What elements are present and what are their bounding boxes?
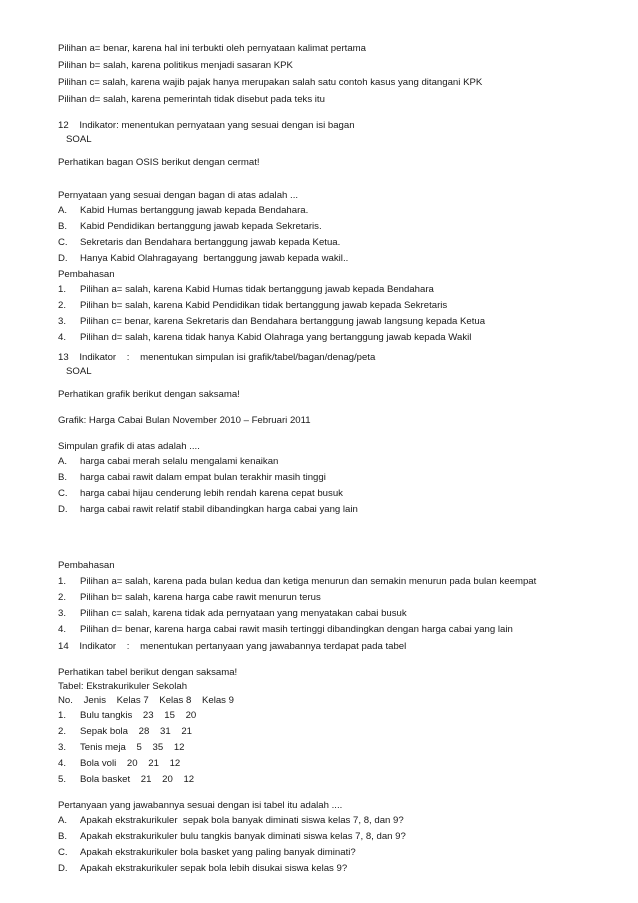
item-key: 1. — [58, 576, 67, 587]
option-text: harga cabai rawit relatif stabil dibandingkan harga cabai yang lain — [80, 504, 358, 515]
option-key: A. — [58, 456, 68, 467]
q12-pembahasan-1 — [58, 284, 434, 296]
item-text: Pilihan c= salah, karena tidak ada pernyataan yang menyatakan cabai busuk — [80, 608, 407, 619]
option-text: Apakah ekstrakurikuler bola basket yang paling banyak diminati? — [80, 847, 356, 858]
item-key: 4. — [58, 332, 67, 343]
q12-pembahasan-3 — [58, 316, 485, 328]
intro-choice-b: Pilihan b= salah, karena politikus menjadi sasaran KPK — [58, 60, 293, 71]
intro-choice-d: Pilihan d= salah, karena pemerintah tidak disebut pada teks itu — [58, 94, 325, 105]
option-text: Sekretaris dan Bendahara bertanggung jawab kepada Ketua. — [80, 237, 341, 248]
row-text: Tenis meja 5 35 12 — [80, 742, 185, 753]
q12-instruction: Perhatikan bagan OSIS berikut dengan cermat! — [58, 157, 260, 168]
table-row — [58, 726, 192, 738]
row-no: 2. — [58, 726, 67, 737]
option-key: A. — [58, 205, 68, 216]
item-key: 2. — [58, 592, 67, 603]
q14-indicator: 14 Indikator : menentukan pertanyaan yang jawabannya terdapat pada tabel — [58, 641, 407, 652]
q12-pembahasan-4 — [58, 332, 471, 344]
intro-choice-c: Pilihan c= salah, karena wajib pajak hanya merupakan salah satu contoh kasus yang ditangani KPK — [58, 77, 483, 88]
table-row — [58, 742, 185, 754]
q13-option-d — [58, 504, 358, 516]
q13-pembahasan-4 — [58, 624, 513, 636]
q13-pembahasan-2 — [58, 592, 321, 604]
option-text: Kabid Humas bertanggung jawab kepada Bendahara. — [80, 205, 309, 216]
q13-option-b — [58, 472, 326, 484]
row-no: 3. — [58, 742, 67, 753]
q12-pembahasan-2 — [58, 300, 447, 312]
option-key: C. — [58, 488, 68, 499]
item-key: 4. — [58, 624, 67, 635]
option-key: D. — [58, 253, 68, 264]
q13-question: Simpulan grafik di atas adalah .... — [58, 441, 200, 452]
table-row — [58, 758, 180, 770]
q13-instruction: Perhatikan grafik berikut dengan saksama! — [58, 389, 240, 400]
row-text: Bulu tangkis 23 15 20 — [80, 710, 197, 721]
q13-indicator: 13 Indikator : menentukan simpulan isi grafik/tabel/bagan/denag/peta — [58, 352, 376, 363]
option-key: B. — [58, 472, 68, 483]
row-no: 1. — [58, 710, 67, 721]
row-text: Sepak bola 28 31 21 — [80, 726, 193, 737]
option-text: harga cabai hijau cenderung lebih rendah karena cepat busuk — [80, 488, 343, 499]
option-key: B. — [58, 221, 68, 232]
q12-pembahasan-title: Pembahasan — [58, 269, 115, 280]
q12-option-c — [58, 237, 340, 249]
row-no: 5. — [58, 774, 67, 785]
item-text: Pilihan a= salah, karena pada bulan kedua dan ketiga menurun dan semakin menurun pada bulan keempat — [80, 576, 537, 587]
q13-option-a — [58, 456, 278, 468]
q14-table-title: Tabel: Ekstrakurikuler Sekolah — [58, 681, 188, 692]
q13-soal: SOAL — [58, 366, 92, 377]
item-key: 2. — [58, 300, 67, 311]
option-text: harga cabai merah selalu mengalami kenaikan — [80, 456, 279, 467]
item-key: 3. — [58, 316, 67, 327]
option-key: D. — [58, 863, 68, 874]
option-text: Apakah ekstrakurikuler sepak bola banyak diminati siswa kelas 7, 8, dan 9? — [80, 815, 404, 826]
table-row — [58, 710, 196, 722]
intro-choice-a: Pilihan a= benar, karena hal ini terbukti oleh pernyataan kalimat pertama — [58, 43, 366, 54]
option-key: C. — [58, 237, 68, 248]
q13-pembahasan-1 — [58, 576, 536, 588]
item-text: Pilihan c= benar, karena Sekretaris dan Bendahara bertanggung jawab langsung kepada Ketua — [80, 316, 486, 327]
option-key: B. — [58, 831, 68, 842]
option-text: Hanya Kabid Olahragayang bertanggung jawab kepada wakil.. — [80, 253, 349, 264]
row-no: 4. — [58, 758, 67, 769]
item-text: Pilihan d= salah, karena tidak hanya Kabid Olahraga yang bertanggung jawab kepada Wakil — [80, 332, 472, 343]
table-row — [58, 774, 194, 786]
q12-option-b — [58, 221, 322, 233]
item-key: 1. — [58, 284, 67, 295]
q14-option-d — [58, 863, 347, 875]
option-key: A. — [58, 815, 68, 826]
option-text: Apakah ekstrakurikuler bulu tangkis banyak diminati siswa kelas 7, 8, dan 9? — [80, 831, 406, 842]
q12-indicator: 12 Indikator: menentukan pernyataan yang sesuai dengan isi bagan — [58, 120, 355, 131]
row-text: Bola voli 20 21 12 — [80, 758, 181, 769]
option-key: D. — [58, 504, 68, 515]
option-text: harga cabai rawit dalam empat bulan terakhir masih tinggi — [80, 472, 326, 483]
q12-option-d — [58, 253, 348, 265]
q14-instruction: Perhatikan tabel berikut dengan saksama! — [58, 667, 238, 678]
option-text: Apakah ekstrakurikuler sepak bola lebih disukai siswa kelas 9? — [80, 863, 348, 874]
item-key: 3. — [58, 608, 67, 619]
q14-question: Pertanyaan yang jawabannya sesuai dengan isi tabel itu adalah .... — [58, 800, 343, 811]
q13-pembahasan-3 — [58, 608, 407, 620]
item-text: Pilihan b= salah, karena harga cabe rawit menurun terus — [80, 592, 321, 603]
option-key: C. — [58, 847, 68, 858]
item-text: Pilihan b= salah, karena Kabid Pendidikan tidak bertanggung jawab kepada Sekretaris — [80, 300, 448, 311]
item-text: Pilihan a= salah, karena Kabid Humas tidak bertanggung jawab kepada Bendahara — [80, 284, 434, 295]
q12-soal: SOAL — [58, 134, 92, 145]
item-text: Pilihan d= benar, karena harga cabai rawit masih tertinggi dibandingkan dengan harga cabai yang lain — [80, 624, 513, 635]
q12-option-a — [58, 205, 308, 217]
q14-option-b — [58, 831, 406, 843]
row-text: Bola basket 21 20 12 — [80, 774, 195, 785]
q12-question: Pernyataan yang sesuai dengan bagan di atas adalah ... — [58, 190, 299, 201]
q13-graph-title: Grafik: Harga Cabai Bulan November 2010 – Februari 2011 — [58, 415, 311, 426]
q13-option-c — [58, 488, 343, 500]
q13-pembahasan-title: Pembahasan — [58, 560, 115, 571]
q14-option-c — [58, 847, 356, 859]
q14-option-a — [58, 815, 404, 827]
q14-table-header: No. Jenis Kelas 7 Kelas 8 Kelas 9 — [58, 695, 234, 706]
option-text: Kabid Pendidikan bertanggung jawab kepada Sekretaris. — [80, 221, 322, 232]
